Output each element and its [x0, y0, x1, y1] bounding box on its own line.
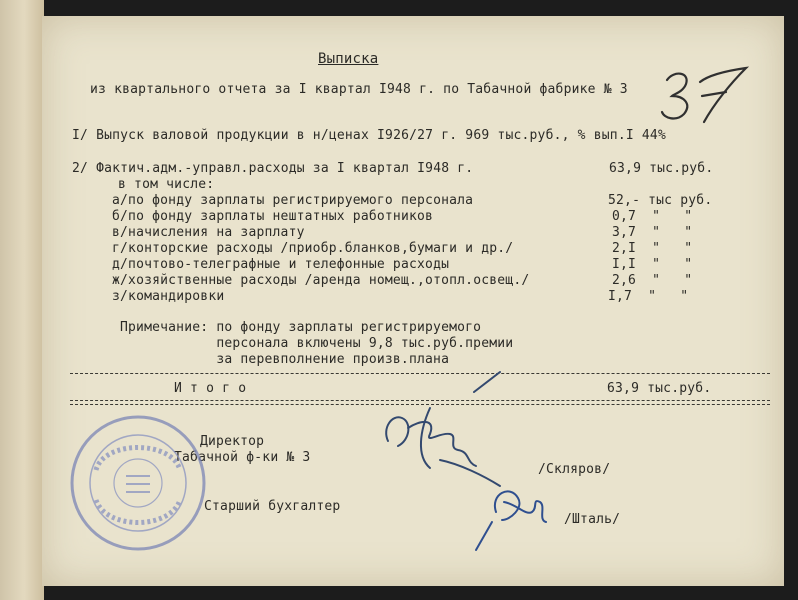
document-title: Выписка [318, 51, 379, 67]
director-name: /Склярoв/ [538, 462, 611, 477]
director-factory: Табачной ф-ки № 3 [174, 450, 311, 465]
breakdown-row-value: 3,7 " " [612, 225, 693, 240]
handwritten-number-mark [662, 68, 746, 122]
total-value: 63,9 тыс.руб. [607, 381, 712, 396]
accountant-signature [476, 491, 546, 550]
in-total-label: в том числе: [118, 177, 215, 192]
note-line: Примечание: по фонду зарплаты регистрируемого [120, 320, 482, 335]
breakdown-row-label: а/по фонду зарплаты регистрируемого персонала [112, 193, 474, 208]
breakdown-row-label: ж/хозяйственные расходы /аренда номещ.,отопл.освещ./ [112, 273, 530, 288]
note-line: за перевполнение произв.плана [120, 352, 450, 367]
accountant-name: /Шталь/ [564, 512, 621, 527]
breakdown-row-value: 0,7 " " [612, 209, 693, 224]
item-2-label: 2/ Фактич.адм.-управл.расходы за I квартал I948 г. [72, 161, 474, 176]
breakdown-row-label: г/конторские расходы /приобр.бланков,бумаги и др./ [112, 241, 514, 256]
breakdown-row-label: в/начисления на зарплату [112, 225, 305, 240]
breakdown-row-value: I,I " " [612, 257, 693, 272]
item-2-value: 63,9 тыс.руб. [609, 161, 714, 176]
breakdown-row-label: б/по фонду зарплаты нештатных работников [112, 209, 434, 224]
total-label: И т о г о [174, 381, 247, 396]
accountant-title: Старший бухгалтер [204, 499, 341, 514]
note-line: персонала включены 9,8 тыс.руб.премии [120, 336, 514, 351]
breakdown-row-label: д/почтово-телеграфные и телефонные расходы [112, 257, 450, 272]
round-stamp-seal [72, 417, 204, 549]
breakdown-row-value: 2,I " " [612, 241, 693, 256]
director-title: Директор [200, 434, 265, 449]
breakdown-row-label: з/командировки [112, 289, 225, 304]
breakdown-row-value: 52,- тыс руб. [608, 193, 713, 208]
breakdown-row-value: I,7 " " [608, 289, 689, 304]
breakdown-row-value: 2,6 " " [612, 273, 693, 288]
director-signature [386, 372, 500, 486]
document-subtitle: из квартального отчета за I квартал I948 г. по Табачной фабрике № 3 [90, 82, 628, 97]
item-1-output: I/ Выпуск валовой продукции в н/ценах I926/27 г. 969 тыс.руб., % вып.I 44% [72, 128, 666, 143]
